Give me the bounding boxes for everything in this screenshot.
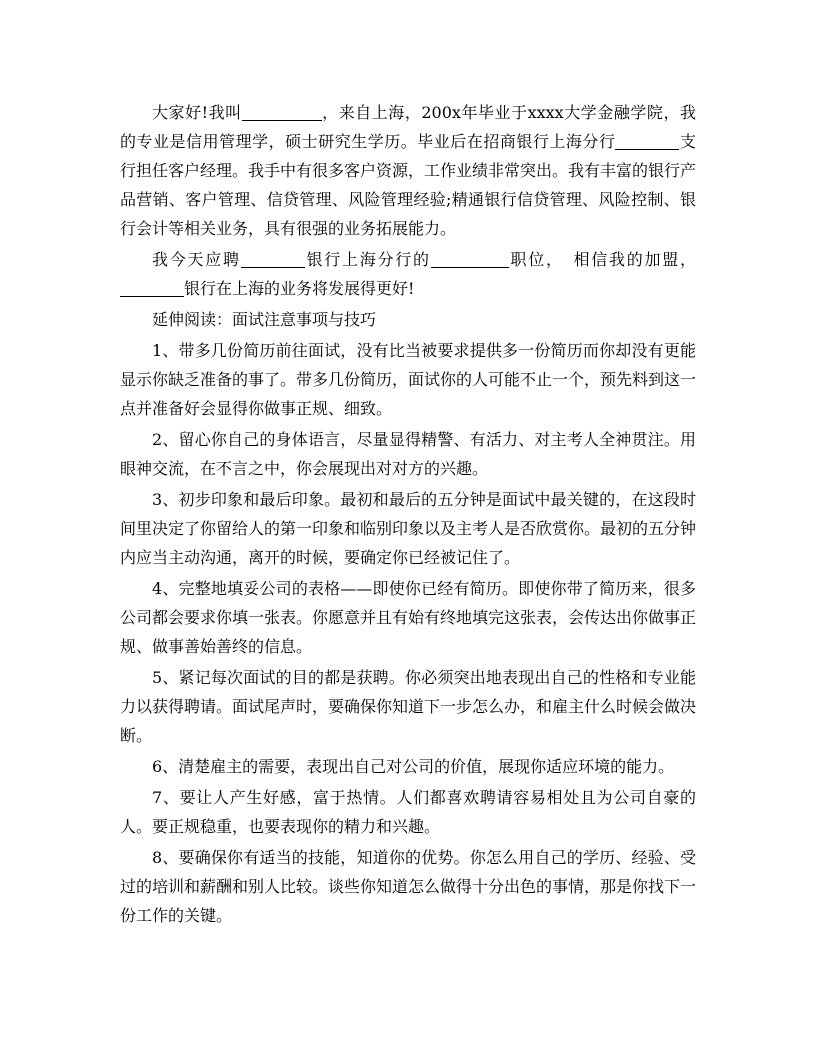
intro-text-3: 支行担任客户经理。我手中有很多客户资源，工作业绩非常突出。我有丰富的银行产品营销、客户管理、信贷管理、风险管理经验;精通银行信贷管理、风险控制、银行会计等相关业务，具有很强的业务拓展能力。	[120, 132, 697, 238]
tip-5: 5、紧记每次面试的目的都是获聘。你必须突出地表现出自己的性格和专业能力以获得聘请。面试尾声时，要确保你知道下一步怎么办，和雇主什么时候会做决断。	[120, 668, 697, 745]
document-body	[120, 98, 696, 930]
bank-blank	[241, 249, 305, 268]
tip-1: 1、带多几份简历前往面试，没有比当被要求提供多一份简历而你却没有更能显示你缺乏准备的事了。带多几份简历，面试你的人可能不止一个，预先料到这一点并准备好会显得你做事正规、细致。	[120, 341, 697, 418]
tip-7: 7、要让人产生好感，富于热情。人们都喜欢聘请容易相处且为公司自豪的人。要正规稳重，也要表现你的精力和兴趣。	[120, 788, 696, 836]
extended-reading-title: 延伸阅读：面试注意事项与技巧	[152, 310, 377, 329]
branch-blank	[615, 131, 679, 150]
tip-4: 4、完整地填妥公司的表格——即使你已经有简历。即使你带了简历来，很多公司都会要求你填一张表。你愿意并且有始有终地填完这张表，会传达出你做事正规、做事善始善终的信息。	[120, 579, 697, 656]
apply-text-4: 银行在上海的业务将发展得更好!	[184, 279, 415, 298]
tip-3: 3、初步印象和最后印象。最初和最后的五分钟是面试中最关键的，在这段时间里决定了你留给人的第一印象和临别印象以及主考人是否欣赏你。最初的五分钟内应当主动沟通，离开的时候，要确定你已经被记住了。	[120, 490, 697, 567]
apply-text-1: 我今天应聘	[152, 250, 241, 269]
tip-8: 8、要确保你有适当的技能，知道你的优势。你怎么用自己的学历、经验、受过的培训和薪酬和别人比较。谈些你知道怎么做得十分出色的事情，那是你找下一份工作的关键。	[120, 848, 697, 925]
position-blank	[431, 249, 509, 268]
tip-6: 6、清楚雇主的需要，表现出自己对公司的价值，展现你适应环境的能力。	[152, 757, 675, 776]
bank-blank-2	[120, 278, 184, 297]
apply-paragraph	[120, 245, 696, 303]
apply-text-2: 银行上海分行的	[304, 250, 431, 269]
tip-2: 2、留心你自己的身体语言，尽量显得精警、有活力、对主考人全神贯注。用眼神交流，在不言之中，你会展现出对对方的兴趣。	[120, 430, 696, 478]
intro-text-2: ，来自上海，200x年毕业于xxxx大学金融学院，我的专业是信用管理学，硕士研究生学历。毕业后在招商银行上海分行	[120, 103, 696, 151]
name-blank	[242, 102, 322, 121]
apply-text-3: 职位， 相信我的加盟，	[508, 250, 696, 269]
intro-paragraph	[120, 98, 696, 243]
intro-text-1: 大家好!我叫	[152, 103, 242, 122]
